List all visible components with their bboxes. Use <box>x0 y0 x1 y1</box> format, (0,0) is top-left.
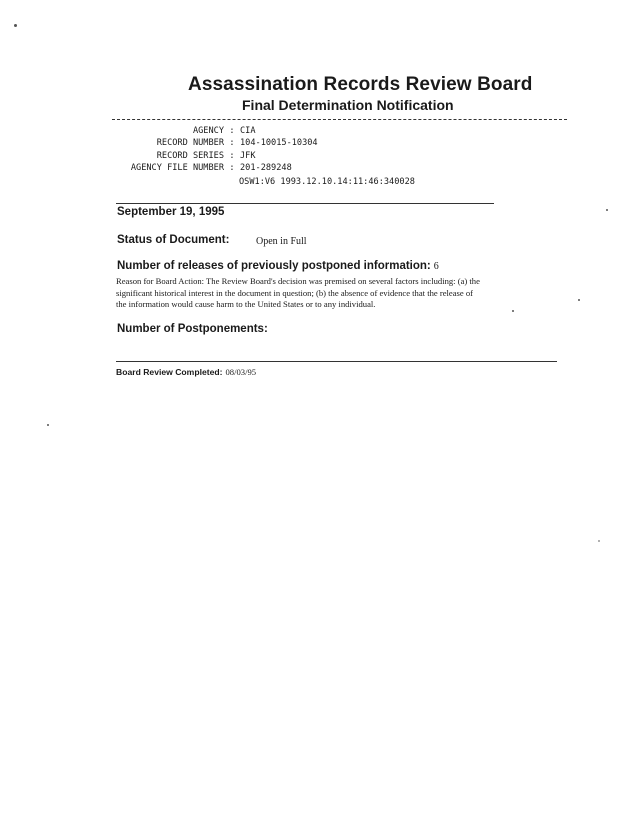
divider-line <box>116 203 494 204</box>
determination-date: September 19, 1995 <box>117 206 225 218</box>
releases-line <box>117 260 439 272</box>
reason-line: the information would cause harm to the United States or to any individual. <box>116 299 376 309</box>
record-fields <box>112 125 318 174</box>
osw-reference: OSW1:V6 1993.12.10.14:11:46:340028 <box>239 177 415 187</box>
dashed-divider <box>112 119 567 120</box>
field-label: AGENCY FILE NUMBER <box>130 162 224 173</box>
field-agency-file-number <box>112 162 318 174</box>
scan-speck <box>606 209 608 211</box>
divider-line <box>116 361 557 362</box>
field-separator: : <box>229 126 235 136</box>
field-separator: : <box>229 138 235 149</box>
postponements-label: Number of Postponements: <box>117 323 268 335</box>
status-value: Open in Full <box>256 236 307 247</box>
reason-text <box>116 276 576 311</box>
field-separator: : <box>229 162 235 173</box>
releases-count: 6 <box>433 261 439 272</box>
releases-label: Number of releases of previously postponed information: <box>117 260 431 272</box>
reason-line: significant historical interest in the document in question; (b) the absence of evidence that the release of <box>116 287 473 298</box>
scan-speck <box>512 310 514 312</box>
field-label: RECORD NUMBER <box>156 138 224 149</box>
field-value: JFK <box>240 150 256 161</box>
field-value: 201-289248 <box>240 162 292 173</box>
field-agency <box>112 125 318 137</box>
scan-speck <box>578 299 580 301</box>
field-label: AGENCY <box>192 126 224 136</box>
field-separator: : <box>229 150 235 161</box>
field-record-series <box>112 150 318 162</box>
scan-speck <box>598 540 600 542</box>
scan-speck <box>47 424 49 426</box>
notification-subtitle: Final Determination Notification <box>242 97 454 113</box>
field-value: CIA <box>240 126 256 136</box>
scan-speck <box>14 24 17 27</box>
field-value: 104-10015-10304 <box>240 138 318 149</box>
board-review-date: 08/03/95 <box>225 367 257 377</box>
board-title: Assassination Records Review Board <box>188 74 533 95</box>
field-record-number <box>112 137 318 149</box>
board-review-completed <box>116 367 256 377</box>
field-label: RECORD SERIES <box>156 150 224 161</box>
status-label: Status of Document: <box>117 234 230 246</box>
board-review-label: Board Review Completed: <box>116 367 223 377</box>
reason-line: Reason for Board Action: The Review Board's decision was premised on several factors including: (a) the <box>116 276 480 286</box>
